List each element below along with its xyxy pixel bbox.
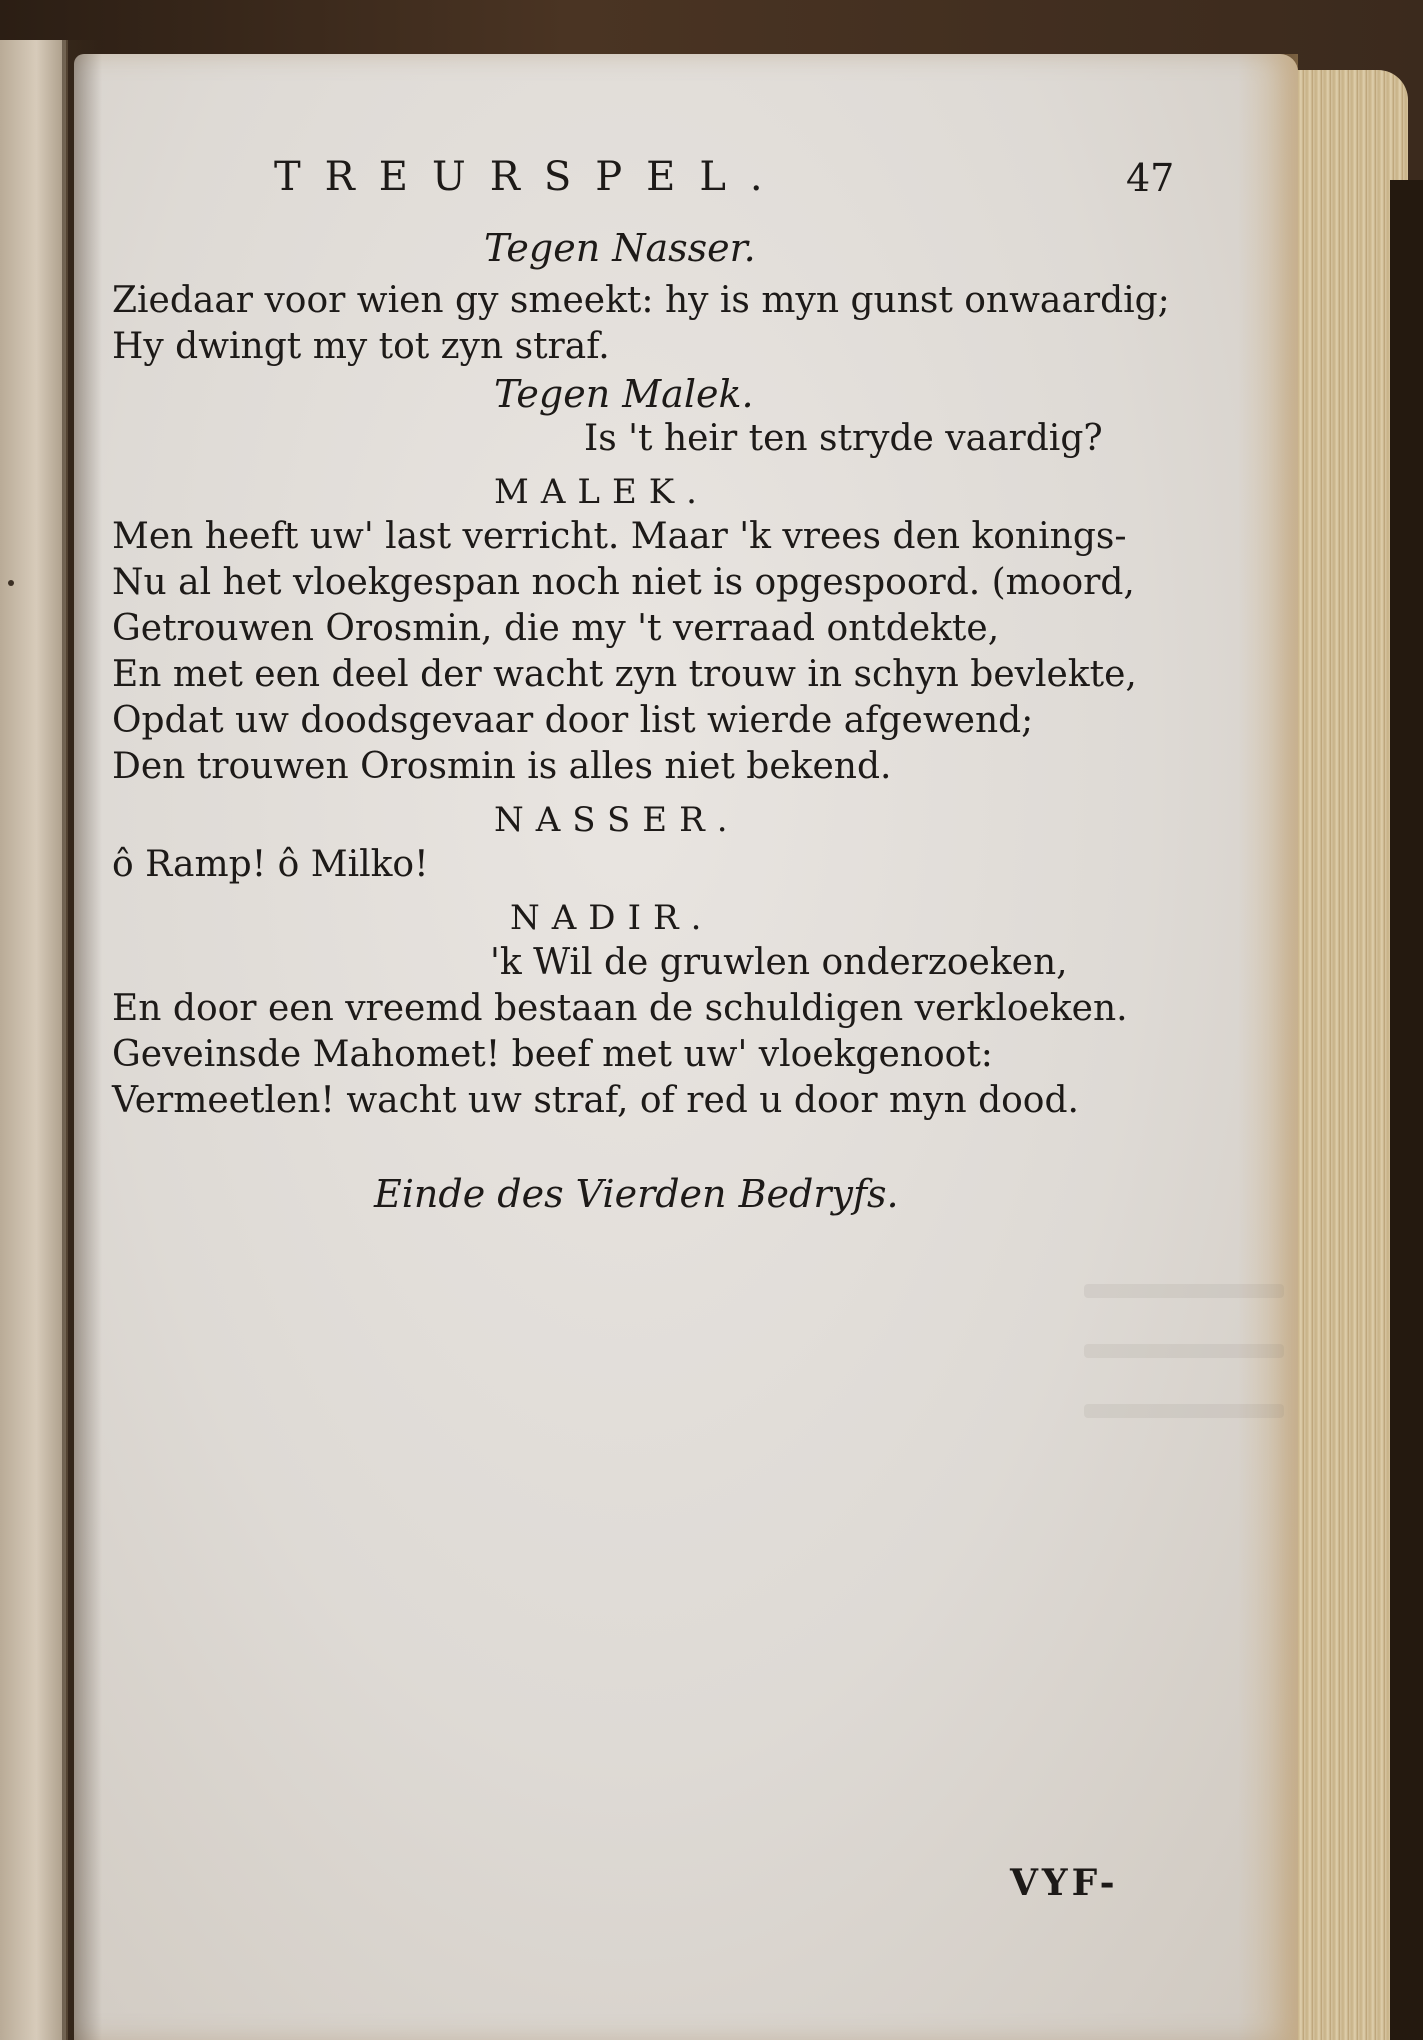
edge-shadow [1390,180,1423,2040]
verse-line: Nu al het vloekgespan noch niet is opgespoord. (moord, [112,562,1135,603]
verse-line: 'k Wil de gruwlen onderzoeken, [490,942,1068,983]
show-through [1084,1404,1284,1418]
speaker-name: NADIR. [510,898,714,938]
left-facing-page [0,40,68,2040]
verse-line: Opdat uw doodsgevaar door list wierde afgewend; [112,700,1034,741]
speaker-name: MALEK. [494,472,709,512]
catchword: VYF- [1010,1862,1119,1904]
speaker-name: NASSER. [494,800,740,840]
book-page [74,54,1298,2040]
ink-mark [8,580,14,586]
verse-line: Hy dwingt my tot zyn straf. [112,326,610,367]
gutter-shadow [62,40,102,2040]
show-through [1084,1284,1284,1298]
stage-direction: Tegen Malek. [494,372,754,416]
show-through [1084,1344,1284,1358]
verse-line: Ziedaar voor wien gy smeekt: hy is myn gunst onwaardig; [112,280,1170,321]
verse-line: En met een deel der wacht zyn trouw in schyn bevlekte, [112,654,1137,695]
verse-line: Is 't heir ten stryde vaardig? [584,418,1103,459]
stage-direction: Tegen Nasser. [484,226,756,270]
verse-line: Men heeft uw' last verricht. Maar 'k vrees den konings- [112,516,1127,557]
verse-line: Getrouwen Orosmin, die my 't verraad ontdekte, [112,608,1000,649]
verse-line: ô Ramp! ô Milko! [112,844,429,885]
verse-line: En door een vreemd bestaan de schuldigen verkloeken. [112,988,1128,1029]
verse-line: Vermeetlen! wacht uw straf, of red u door myn dood. [112,1080,1079,1121]
act-end: Einde des Vierden Bedryfs. [374,1172,899,1216]
running-head: TREURSPEL. [274,154,787,200]
verse-line: Geveinsde Mahomet! beef met uw' vloekgenoot: [112,1034,993,1075]
page-edge-tint [1238,54,1298,2040]
verse-line: Den trouwen Orosmin is alles niet bekend. [112,746,892,787]
page-number: 47 [1126,156,1175,200]
